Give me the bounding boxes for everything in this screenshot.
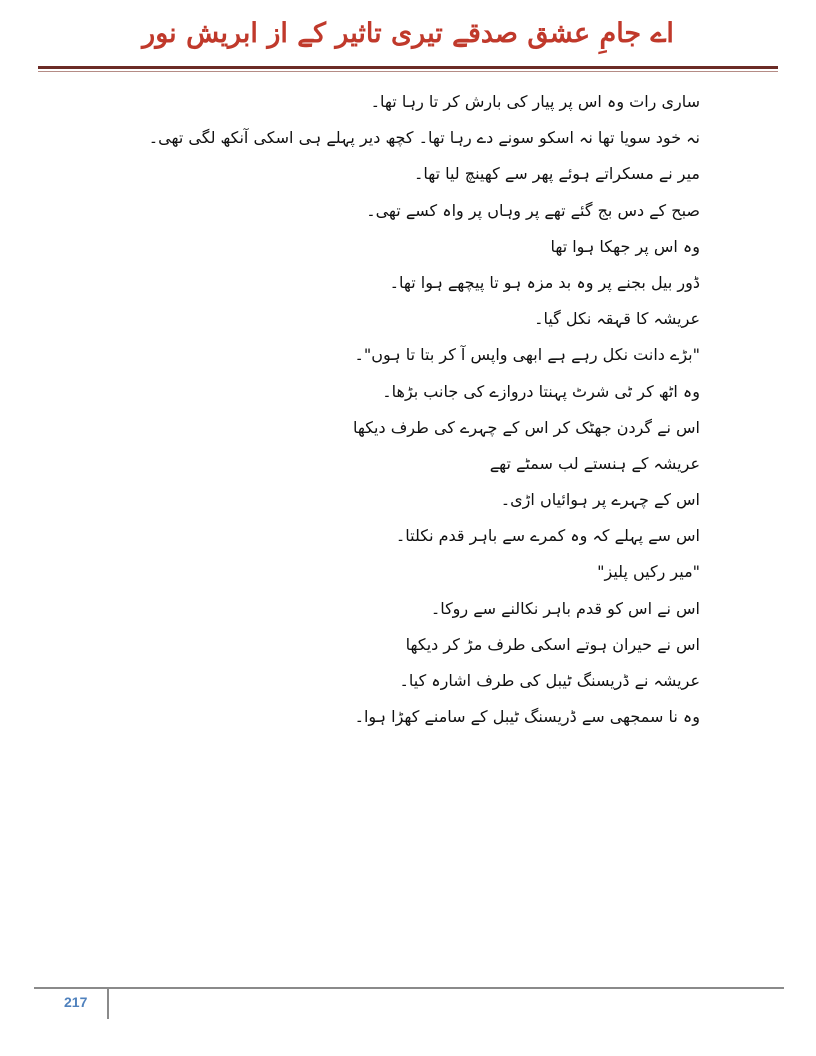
text-line: اس نے حیران ہوتے اسکی طرف مڑ کر دیکھا: [405, 634, 700, 654]
page-header: [0, 14, 816, 54]
text-line: عریشہ نے ڈریسنگ ٹیبل کی طرف اشارہ کیا۔: [399, 671, 700, 690]
text-line: اس کے چہرے پر ہوائیاں اڑی۔: [500, 490, 700, 510]
page-title: اے جامِ عشق صدقے تیری تاثیر کے از ابریش نور: [142, 18, 674, 49]
text-line: صبح کے دس بج گئے تھے پر وہاں پر واہ کسے تھی۔: [366, 200, 700, 220]
page-number-divider: [107, 989, 109, 1019]
text-line: اس نے اس کو قدم باہر نکالنے سے روکا۔: [430, 598, 700, 618]
text-line: وہ نا سمجھی سے ڈریسنگ ٹیبل کے سامنے کھڑا ہوا۔: [354, 707, 700, 727]
text-line: اس نے گردن جھٹک کر اس کے چہرے کی طرف دیکھا: [352, 417, 700, 437]
text-line: عریشہ کے ہنستے لب سمٹے تھے: [489, 453, 700, 473]
body-text: [100, 84, 700, 735]
text-line: نہ خود سویا تھا نہ اسکو سونے دے رہا تھا۔ کچھ دیر پہلے ہی اسکی آنکھ لگی تھی۔: [148, 128, 700, 148]
page-number: 217: [64, 994, 88, 1010]
text-line: وہ اس پر جھکا ہوا تھا: [550, 236, 700, 256]
text-line: ڈور بیل بجنے پر وہ بد مزہ ہو تا پیچھے ہوا تھا۔: [389, 272, 700, 292]
text-line: "بڑے دانت نکل رہے ہے ابھی واپس آ کر بتا تا ہوں"۔: [354, 345, 700, 365]
header-divider-thin: [38, 71, 778, 72]
text-line: وہ اٹھ کر ٹی شرٹ پہنتا دروازے کی جانب بڑھا۔: [382, 381, 700, 401]
header-divider: [38, 66, 778, 69]
text-line: عریشہ کا قہقہ نکل گیا۔: [534, 309, 700, 329]
footer-divider: [34, 987, 784, 989]
text-line: ساری رات وہ اس پر پیار کی بارش کر تا رہا تھا۔: [370, 92, 700, 111]
text-line: "میر رکیں پلیز": [597, 562, 700, 582]
text-line: میر نے مسکراتے ہوئے پھر سے کھینچ لیا تھا۔: [413, 164, 700, 184]
text-line: اس سے پہلے کہ وہ کمرے سے باہر قدم نکلتا۔: [395, 526, 700, 546]
